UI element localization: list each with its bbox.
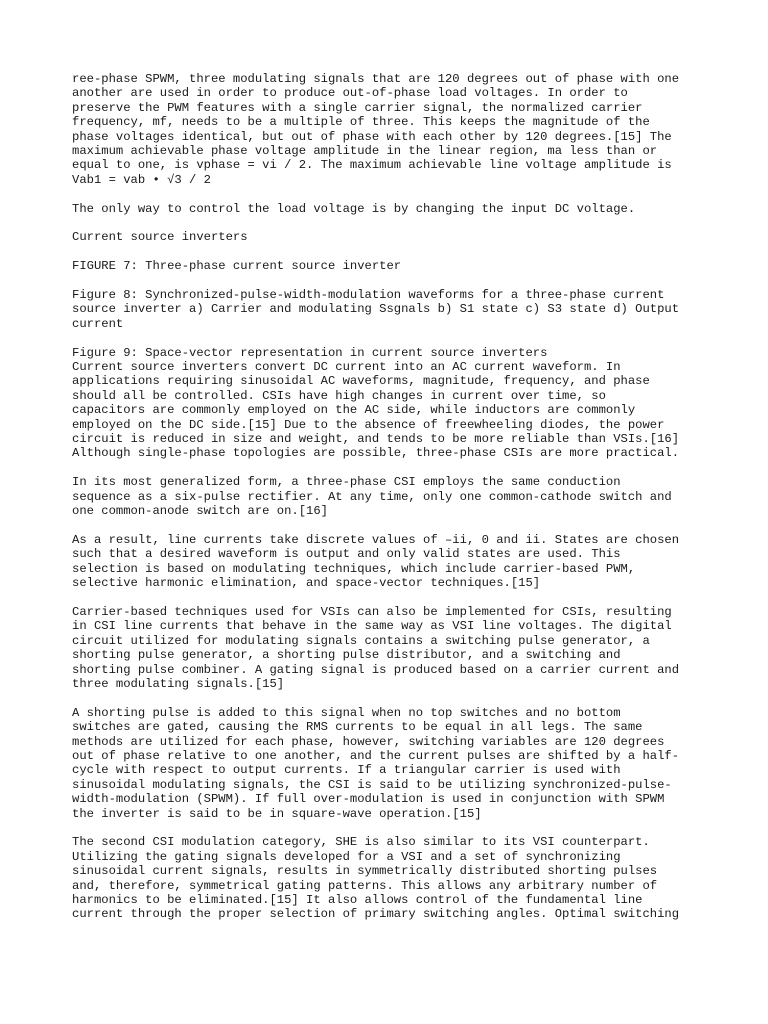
section-heading-current-source-inverters: Current source inverters [72,230,248,245]
paragraph-she-modulation: The second CSI modulation category, SHE is also similar to its VSI counterpart. Utilizing the gating signals developed for a VSI and a set of synchronizing sinusoidal current signals, results in symmetrically distributed shorting pulses and, therefore, symmetrical gating patterns. This allows any arbitrary number of harmonics to be eliminated.[15] It also allows control of the fundamental line current through the proper selection of primary switching angles. Optimal switching [72,835,680,922]
paragraph-shorting-pulse: A shorting pulse is added to this signal when no top switches and no bottom switches are gated, causing the RMS currents to be equal in all legs. The same methods are utilized for each phase, however, switching variables are 120 degrees out of phase relative to one another, and the current pulses are shifted by a half- cycle with respect to output currents. If a triangular carrier is used with sinusoidal modulating signals, the CSI is said to be utilizing synchronized-pulse- width-modulation (SPWM). If full over-modulation is used in conjunction with SPWM the inverter is said to be in square-wave operation.[15] [72,705,680,821]
paragraph-line-currents: As a result, line currents take discrete values of –ii, 0 and ii. States are chosen such that a desired waveform is output and only valid states are used. This selection is based on modulating techniques, which include carrier-based PWM, selective harmonic elimination, and space-vector techniques.[15] [72,532,680,591]
paragraph-carrier-based-techniques: Carrier-based techniques used for VSIs can also be implemented for CSIs, resulting in CSI line currents that behave in the same way as VSI line voltages. The digital circuit utilized for modulating signals contains a switching pulse generator, a shorting pulse generator, a shorting pulse distributor, and a switching and shorting pulse combiner. A gating signal is produced based on a carrier current and three modulating signals.[15] [72,604,680,691]
paragraph-conduction-sequence: In its most generalized form, a three-phase CSI employs the same conduction sequence as a six-pulse rectifier. At any time, only one common-cathode switch and one common-anode switch are on.[16] [72,475,672,519]
document-page [72,72,712,936]
paragraph-three-phase-spwm: ree-phase SPWM, three modulating signals that are 120 degrees out of phase with one another are used in order to produce out-of-phase load voltages. In order to preserve the PWM features with a single carrier signal, the normalized carrier frequency, mf, needs to be a multiple of three. This keeps the magnitude of the phase voltages identical, but out of phase with each other by 120 degrees.[15] The maximum achievable phase voltage amplitude in the linear region, ma less than or equal to one, is vphase = vi / 2. The maximum achievable line voltage amplitude is Vab1 = vab • √3 / 2 [72,72,680,187]
paragraph-csi-overview: Current source inverters convert DC current into an AC current waveform. In applications requiring sinusoidal AC waveforms, magnitude, frequency, and phase should all be controlled. CSIs have high changes in current over time, so capacitors are commonly employed on the AC side, while inductors are commonly employed on the DC side.[15] Due to the absence of freewheeling diodes, the power circuit is reduced in size and weight, and tends to be more reliable than VSIs.[16] Although single-phase topologies are possible, three-phase CSIs are more practical. [72,360,680,461]
figure-8-caption: Figure 8: Synchronized-pulse-width-modulation waveforms for a three-phase current source inverter a) Carrier and modulating Ssgnals b) S1 state c) S3 state d) Output current [72,288,680,331]
figure-7-caption: FIGURE 7: Three-phase current source inverter [72,259,402,274]
paragraph-load-voltage-control: The only way to control the load voltage is by changing the input DC voltage. [72,201,636,216]
figure-9-caption: Figure 9: Space-vector representation in current source inverters [72,345,548,360]
